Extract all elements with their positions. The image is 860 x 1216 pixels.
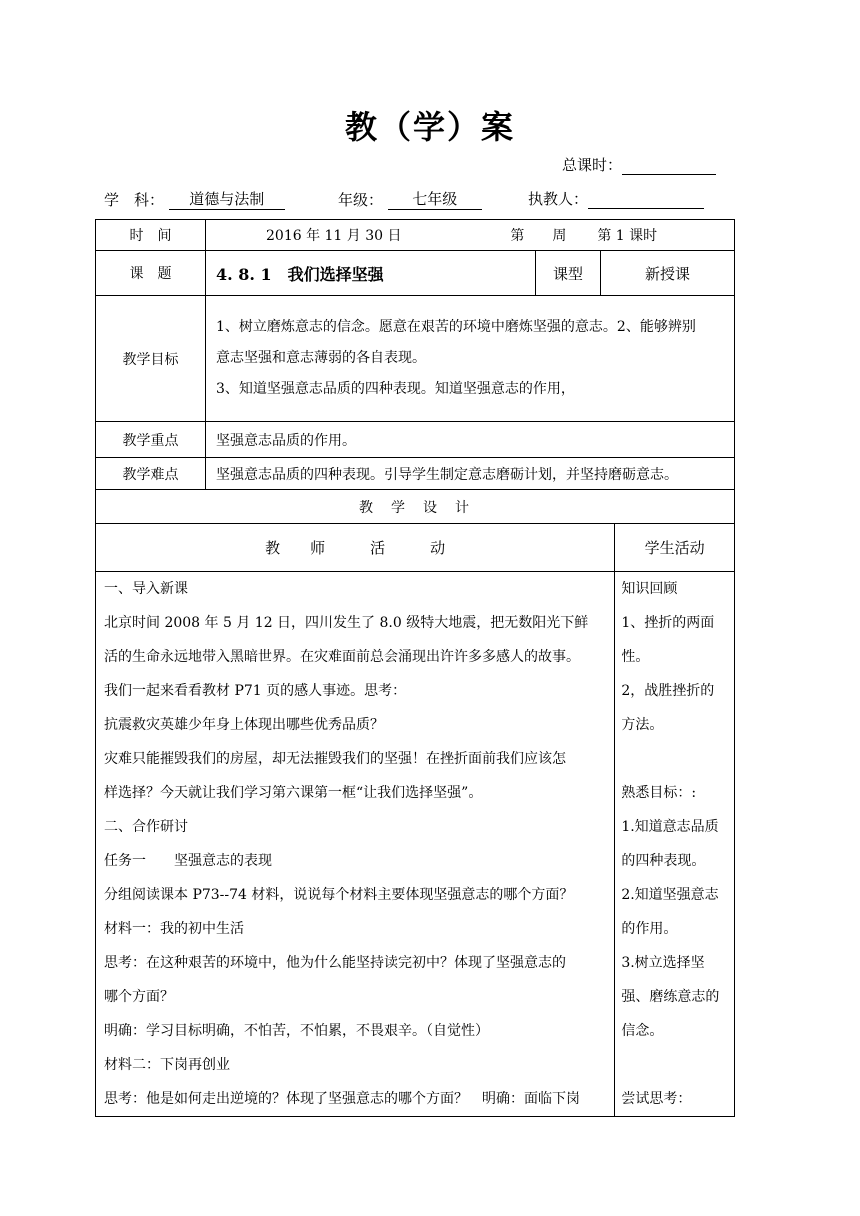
key-point-row [96,422,735,458]
grade-field [338,188,482,210]
student-activity-header: 学生活动 [615,524,734,571]
subject-field [104,188,285,210]
teacher-line: 抗震救灾英雄少年身上体现出哪些优秀品质？ [104,716,384,733]
difficult-point-row [96,458,735,490]
time-value: 2016 年 11 月 30 日 [266,228,402,244]
teacher-line: 思考：他是如何走出逆境的？体现了坚强意志的哪个方面？ 明确：面临下岗 [104,1090,580,1107]
teacher-line: 分组阅读课本 P73--74 材料，说说每个材料主要体现坚强意志的哪个方面？ [104,886,574,903]
teacher-line: 思考：在这种艰苦的环境中，他为什么能坚持读完初中？体现了坚强意志的 [104,954,566,971]
grade-label: 年级： [338,191,384,209]
subject-value: 道德与法制 [169,188,285,210]
goals-label: 教学目标 [96,296,206,422]
topic-row [96,251,735,296]
teacher-line: 北京时间 2008 年 5 月 12 日，四川发生了 8.0 级特大地震，把无数阳光下鲜 [104,614,589,631]
design-body-row [96,524,735,1117]
student-line: 知识回顾 [621,580,678,597]
time-cell [206,220,735,251]
total-hours-label: 总课时： [562,156,623,174]
goals-row [96,296,735,422]
student-line: 强、磨练意志的 [621,988,720,1005]
student-line: 1.知道意志品质 [621,818,719,835]
student-line: 2，战胜挫折的 [621,682,715,699]
topic-value: 4. 8. 1 我们选择坚强 [206,251,536,296]
student-line: 1、挫折的两面 [621,614,715,631]
student-line: 信念。 [621,1022,664,1039]
design-table [96,524,734,1116]
teacher-line: 活的生命永远地带入黑暗世界。在灾难面前总会涌现出许许多多感人的故事。 [104,648,580,665]
teacher-blank [588,192,704,209]
subject-label: 学 科： [104,191,165,209]
teacher-line: 我们一起来看看教材 P71 页的感人事迹。思考： [104,682,407,699]
lesson-plan-table [95,219,735,1117]
design-label: 教 学 设 计 [96,490,735,524]
time-label: 时 间 [96,220,206,251]
total-hours-blank [622,158,716,175]
design-body [96,524,735,1117]
student-line: 方法。 [621,716,664,733]
period-value: 第 1 课时 [597,228,658,244]
goal-line: 3、知道坚强意志品质的四种表现。知道坚强意志的作用， [216,381,575,397]
student-activity-content [615,571,734,1116]
teacher-field [528,188,704,209]
teacher-line: 一、导入新课 [104,580,188,597]
student-line [621,742,728,776]
total-hours [562,154,716,175]
difficult-point-value: 坚强意志品质的四种表现。引导学生制定意志磨砺计划，并坚持磨砺意志。 [206,458,735,490]
grade-value: 七年级 [388,188,482,210]
key-point-label: 教学重点 [96,422,206,458]
student-line: 3.树立选择坚 [621,954,705,971]
type-value: 新授课 [601,251,735,296]
student-line: 性。 [621,648,650,665]
time-row [96,220,735,251]
student-line: 的作用。 [621,920,678,937]
teacher-line: 材料二：下岗再创业 [104,1056,230,1073]
goal-line: 意志坚强和意志薄弱的各自表现。 [216,350,426,366]
teacher-line: 二、合作研讨 [104,818,188,835]
teacher-line: 灾难只能摧毁我们的房屋，却无法摧毁我们的坚强！在挫折面前我们应该怎 [104,750,566,767]
student-line [621,1048,728,1082]
teacher-activity-content [96,571,615,1116]
goal-line: 1、树立磨炼意志的信念。愿意在艰苦的环境中磨炼坚强的意志。2、能够辨别 [216,319,696,335]
design-header-row [96,490,735,524]
student-line: 尝试思考： [621,1090,692,1107]
teacher-activity-header: 教 师 活 动 [96,524,615,571]
teacher-line: 任务一 坚强意志的表现 [104,852,272,869]
type-label: 课型 [536,251,601,296]
student-line: 2.知道坚强意志 [621,886,719,903]
page-title: 教（学）案 [344,108,515,146]
difficult-point-label: 教学难点 [96,458,206,490]
student-line: 熟悉目标：: [621,784,697,801]
teacher-line: 明确：学习目标明确，不怕苦，不怕累，不畏艰辛。（自觉性） [104,1022,489,1039]
week-label: 第 周 [510,228,567,244]
goals-cell [206,296,735,422]
teacher-line: 材料一：我的初中生活 [104,920,244,937]
student-line: 的四种表现。 [621,852,706,869]
topic-label: 课 题 [96,251,206,296]
teacher-label: 执教人： [528,190,589,208]
teacher-line: 哪个方面？ [104,988,174,1005]
key-point-value: 坚强意志品质的作用。 [206,422,735,458]
teacher-line: 样选择？今天就让我们学习第六课第一框“让我们选择坚强”。 [104,784,483,801]
